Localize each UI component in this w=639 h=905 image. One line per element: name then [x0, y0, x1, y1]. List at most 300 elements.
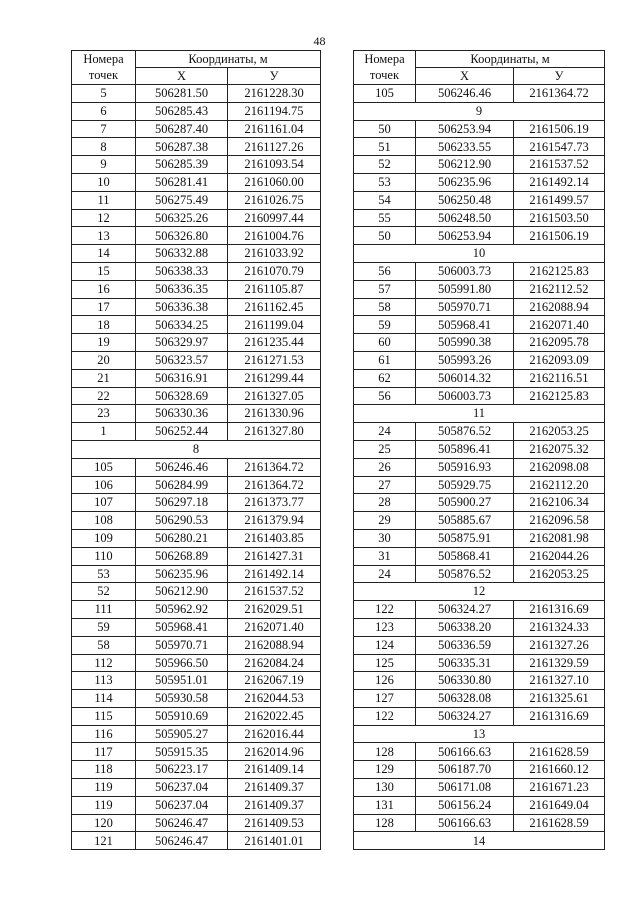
y-coordinate-cell: 2162071.40: [228, 618, 321, 636]
y-coordinate-cell: 2162016.44: [228, 725, 321, 743]
point-number-cell: 122: [354, 601, 416, 619]
table-row: [354, 796, 605, 814]
x-coordinate-cell: 506212.90: [416, 156, 514, 174]
table-row: [354, 369, 605, 387]
y-coordinate-cell: 2162093.09: [514, 351, 605, 369]
y-coordinate-cell: 2162088.94: [228, 636, 321, 654]
y-coordinate-cell: 2161364.72: [514, 85, 605, 103]
point-number-cell: 27: [354, 476, 416, 494]
table-row: [72, 672, 321, 690]
contour-number-row: [354, 405, 605, 423]
table-row: [354, 565, 605, 583]
x-coordinate-cell: 506328.69: [136, 387, 228, 405]
table-row: [72, 227, 321, 245]
point-number-cell: 12: [72, 209, 136, 227]
contour-number: 9: [354, 102, 605, 120]
x-coordinate-cell: 506003.73: [416, 387, 514, 405]
table-row: [72, 476, 321, 494]
x-coordinate-cell: 506338.20: [416, 618, 514, 636]
table-row: [72, 779, 321, 797]
table-row: [354, 120, 605, 138]
table-row: [72, 529, 321, 547]
point-number-cell: 123: [354, 618, 416, 636]
point-number-cell: 55: [354, 209, 416, 227]
y-coordinate-cell: 2162014.96: [228, 743, 321, 761]
point-number-cell: 109: [72, 529, 136, 547]
x-coordinate-cell: 506268.89: [136, 547, 228, 565]
point-number-cell: 56: [354, 387, 416, 405]
point-number-cell: 1: [72, 423, 136, 441]
point-number-cell: 112: [72, 654, 136, 672]
table-row: [354, 458, 605, 476]
y-coordinate-cell: 2162112.20: [514, 476, 605, 494]
y-coordinate-cell: 2161327.26: [514, 636, 605, 654]
point-number-cell: 10: [72, 173, 136, 191]
table-row: [72, 725, 321, 743]
table-row: [354, 227, 605, 245]
y-coordinate-cell: 2162053.25: [514, 423, 605, 441]
table-row: [72, 743, 321, 761]
x-coordinate-cell: 506330.36: [136, 405, 228, 423]
table-row: [354, 156, 605, 174]
point-number-cell: 13: [72, 227, 136, 245]
x-coordinate-cell: 506235.96: [416, 173, 514, 191]
x-coordinate-cell: 506338.33: [136, 262, 228, 280]
x-coordinate-cell: 506166.63: [416, 814, 514, 832]
point-number-cell: 129: [354, 761, 416, 779]
y-coordinate-cell: 2161105.87: [228, 280, 321, 298]
table-row: [72, 120, 321, 138]
x-coordinate-cell: 506246.47: [136, 832, 228, 850]
x-coordinate-cell: 506324.27: [416, 601, 514, 619]
x-coordinate-cell: 506285.43: [136, 102, 228, 120]
x-coordinate-cell: 506330.80: [416, 672, 514, 690]
point-number-cell: 58: [354, 298, 416, 316]
y-coordinate-cell: 2161492.14: [228, 565, 321, 583]
y-coordinate-cell: 2161547.73: [514, 138, 605, 156]
x-coordinate-cell: 506335.31: [416, 654, 514, 672]
y-coordinate-cell: 2161379.94: [228, 512, 321, 530]
y-coordinate-cell: 2161327.05: [228, 387, 321, 405]
table-row: [354, 636, 605, 654]
x-coordinate-cell: 505875.91: [416, 529, 514, 547]
point-number-cell: 59: [72, 618, 136, 636]
y-coordinate-cell: 2161537.52: [228, 583, 321, 601]
y-coordinate-cell: 2161070.79: [228, 262, 321, 280]
table-row: [72, 262, 321, 280]
x-coordinate-cell: 506281.50: [136, 85, 228, 103]
y-coordinate-cell: 2161506.19: [514, 120, 605, 138]
contour-number: 8: [72, 440, 321, 458]
y-coordinate-cell: 2161033.92: [228, 245, 321, 263]
point-number-cell: 119: [72, 779, 136, 797]
table-row: [354, 191, 605, 209]
x-coordinate-cell: 506326.80: [136, 227, 228, 245]
y-coordinate-cell: 2162067.19: [228, 672, 321, 690]
x-coordinate-cell: 506284.99: [136, 476, 228, 494]
y-coordinate-cell: 2161329.59: [514, 654, 605, 672]
point-number-cell: 130: [354, 779, 416, 797]
point-number-cell: 20: [72, 351, 136, 369]
y-coordinate-cell: 2161228.30: [228, 85, 321, 103]
point-number-cell: 5: [72, 85, 136, 103]
x-coordinate-cell: 505916.93: [416, 458, 514, 476]
x-coordinate-cell: 506280.21: [136, 529, 228, 547]
y-coordinate-cell: 2161330.96: [228, 405, 321, 423]
x-coordinate-cell: 506297.18: [136, 494, 228, 512]
point-number-cell: 61: [354, 351, 416, 369]
y-coordinate-cell: 2161316.69: [514, 601, 605, 619]
table-row: [72, 690, 321, 708]
point-number-cell: 62: [354, 369, 416, 387]
table-row: [354, 262, 605, 280]
table-row: [354, 280, 605, 298]
table-row: [354, 316, 605, 334]
x-coordinate-cell: 506235.96: [136, 565, 228, 583]
x-coordinate-cell: 505990.38: [416, 334, 514, 352]
point-number-cell: 128: [354, 814, 416, 832]
point-number-cell: 56: [354, 262, 416, 280]
y-coordinate-cell: 2161162.45: [228, 298, 321, 316]
point-number-cell: 14: [72, 245, 136, 263]
x-coordinate-cell: 506223.17: [136, 761, 228, 779]
x-coordinate-cell: 506187.70: [416, 761, 514, 779]
table-row: [72, 351, 321, 369]
table-row: [354, 618, 605, 636]
point-number-cell: 50: [354, 227, 416, 245]
point-number-cell: 128: [354, 743, 416, 761]
x-coordinate-cell: 505966.50: [136, 654, 228, 672]
x-coordinate-cell: 506248.50: [416, 209, 514, 227]
table-row: [72, 618, 321, 636]
x-coordinate-cell: 505951.01: [136, 672, 228, 690]
contour-number: 12: [354, 583, 605, 601]
x-coordinate-cell: 506246.46: [136, 458, 228, 476]
x-coordinate-cell: 506334.25: [136, 316, 228, 334]
x-coordinate-cell: 506287.38: [136, 138, 228, 156]
x-coordinate-cell: 506275.49: [136, 191, 228, 209]
point-number-cell: 52: [354, 156, 416, 174]
x-coordinate-cell: 505910.69: [136, 707, 228, 725]
point-number-cell: 26: [354, 458, 416, 476]
point-number-cell: 120: [72, 814, 136, 832]
x-coordinate-cell: 506253.94: [416, 227, 514, 245]
y-coordinate-cell: 2161649.04: [514, 796, 605, 814]
table-row: [354, 547, 605, 565]
y-coordinate-cell: 2161409.37: [228, 796, 321, 814]
col-header-x: X: [136, 68, 228, 85]
coordinates-table-right: [353, 50, 605, 850]
x-coordinate-cell: 506166.63: [416, 743, 514, 761]
contour-number-row: [354, 725, 605, 743]
point-number-cell: 53: [354, 173, 416, 191]
y-coordinate-cell: 2162125.83: [514, 262, 605, 280]
x-coordinate-cell: 506252.44: [136, 423, 228, 441]
point-number-cell: 8: [72, 138, 136, 156]
point-number-cell: 17: [72, 298, 136, 316]
x-coordinate-cell: 506329.97: [136, 334, 228, 352]
table-row: [354, 334, 605, 352]
table-row: [72, 601, 321, 619]
contour-number-row: [354, 583, 605, 601]
x-coordinate-cell: 506328.08: [416, 690, 514, 708]
y-coordinate-cell: 2161026.75: [228, 191, 321, 209]
table-row: [354, 209, 605, 227]
x-coordinate-cell: 506336.35: [136, 280, 228, 298]
point-number-cell: 114: [72, 690, 136, 708]
point-number-cell: 21: [72, 369, 136, 387]
y-coordinate-cell: 2161271.53: [228, 351, 321, 369]
point-number-cell: 15: [72, 262, 136, 280]
table-row: [354, 654, 605, 672]
y-coordinate-cell: 2162106.34: [514, 494, 605, 512]
y-coordinate-cell: 2161499.57: [514, 191, 605, 209]
point-number-cell: 52: [72, 583, 136, 601]
table-row: [72, 316, 321, 334]
point-number-cell: 127: [354, 690, 416, 708]
point-number-cell: 50: [354, 120, 416, 138]
point-number-cell: 7: [72, 120, 136, 138]
point-number-cell: 105: [354, 85, 416, 103]
y-coordinate-cell: 2162071.40: [514, 316, 605, 334]
table-row: [72, 280, 321, 298]
col-header-point-number: Номера точек: [354, 51, 416, 85]
table-row: [354, 494, 605, 512]
y-coordinate-cell: 2162029.51: [228, 601, 321, 619]
col-header-x: X: [416, 68, 514, 85]
table-row: [72, 298, 321, 316]
y-coordinate-cell: 2162125.83: [514, 387, 605, 405]
table-row: [72, 173, 321, 191]
y-coordinate-cell: 2161325.61: [514, 690, 605, 708]
x-coordinate-cell: 505900.27: [416, 494, 514, 512]
table-row: [354, 351, 605, 369]
table-row: [72, 814, 321, 832]
x-coordinate-cell: 505970.71: [416, 298, 514, 316]
x-coordinate-cell: 505876.52: [416, 423, 514, 441]
table-row: [354, 476, 605, 494]
y-coordinate-cell: 2161537.52: [514, 156, 605, 174]
table-row: [354, 85, 605, 103]
point-number-cell: 58: [72, 636, 136, 654]
table-row: [354, 423, 605, 441]
point-number-cell: 126: [354, 672, 416, 690]
table-row: [72, 138, 321, 156]
y-coordinate-cell: 2161327.80: [228, 423, 321, 441]
x-coordinate-cell: 506233.55: [416, 138, 514, 156]
table-row: [354, 814, 605, 832]
point-number-cell: 51: [354, 138, 416, 156]
y-coordinate-cell: 2162095.78: [514, 334, 605, 352]
table-row: [72, 156, 321, 174]
y-coordinate-cell: 2161660.12: [514, 761, 605, 779]
point-number-cell: 24: [354, 565, 416, 583]
y-coordinate-cell: 2161401.01: [228, 832, 321, 850]
table-row: [72, 334, 321, 352]
y-coordinate-cell: 2162075.32: [514, 440, 605, 458]
table-row: [354, 138, 605, 156]
y-coordinate-cell: 2161299.44: [228, 369, 321, 387]
x-coordinate-cell: 506156.24: [416, 796, 514, 814]
point-number-cell: 16: [72, 280, 136, 298]
x-coordinate-cell: 506336.59: [416, 636, 514, 654]
x-coordinate-cell: 506237.04: [136, 779, 228, 797]
table-row: [72, 458, 321, 476]
table-row: [354, 761, 605, 779]
point-number-cell: 9: [72, 156, 136, 174]
col-header-coordinates: Координаты, м: [416, 51, 605, 68]
point-number-cell: 19: [72, 334, 136, 352]
point-number-cell: 25: [354, 440, 416, 458]
point-number-cell: 60: [354, 334, 416, 352]
x-coordinate-cell: 506212.90: [136, 583, 228, 601]
table-row: [72, 796, 321, 814]
y-coordinate-cell: 2162096.58: [514, 512, 605, 530]
x-coordinate-cell: 505962.92: [136, 601, 228, 619]
y-coordinate-cell: 2161403.85: [228, 529, 321, 547]
x-coordinate-cell: 505929.75: [416, 476, 514, 494]
y-coordinate-cell: 2161235.44: [228, 334, 321, 352]
x-coordinate-cell: 506171.08: [416, 779, 514, 797]
point-number-cell: 54: [354, 191, 416, 209]
x-coordinate-cell: 506336.38: [136, 298, 228, 316]
y-coordinate-cell: 2161409.37: [228, 779, 321, 797]
point-number-cell: 122: [354, 707, 416, 725]
x-coordinate-cell: 506290.53: [136, 512, 228, 530]
coordinates-table-left: [71, 50, 321, 850]
y-coordinate-cell: 2161671.23: [514, 779, 605, 797]
point-number-cell: 107: [72, 494, 136, 512]
table-row: [72, 405, 321, 423]
table-row: [72, 423, 321, 441]
table-row: [354, 707, 605, 725]
y-coordinate-cell: 2162081.98: [514, 529, 605, 547]
col-header-coordinates: Координаты, м: [136, 51, 321, 68]
point-number-cell: 131: [354, 796, 416, 814]
table-row: [354, 779, 605, 797]
table-row: [354, 690, 605, 708]
table-row: [72, 102, 321, 120]
table-row: [354, 743, 605, 761]
table-row: [72, 209, 321, 227]
x-coordinate-cell: 505885.67: [416, 512, 514, 530]
y-coordinate-cell: 2161060.00: [228, 173, 321, 191]
table-row: [72, 245, 321, 263]
x-coordinate-cell: 506253.94: [416, 120, 514, 138]
x-coordinate-cell: 505930.58: [136, 690, 228, 708]
contour-number-row: [354, 832, 605, 850]
y-coordinate-cell: 2161324.33: [514, 618, 605, 636]
page-number: 48: [313, 34, 326, 48]
point-number-cell: 116: [72, 725, 136, 743]
x-coordinate-cell: 505968.41: [136, 618, 228, 636]
x-coordinate-cell: 505915.35: [136, 743, 228, 761]
contour-number-row: [354, 245, 605, 263]
y-coordinate-cell: 2161506.19: [514, 227, 605, 245]
x-coordinate-cell: 506281.41: [136, 173, 228, 191]
table-row: [72, 761, 321, 779]
y-coordinate-cell: 2162088.94: [514, 298, 605, 316]
col-header-y: У: [514, 68, 605, 85]
x-coordinate-cell: 505905.27: [136, 725, 228, 743]
point-number-cell: 115: [72, 707, 136, 725]
contour-number-row: [72, 440, 321, 458]
y-coordinate-cell: 2162044.53: [228, 690, 321, 708]
point-number-cell: 57: [354, 280, 416, 298]
point-number-cell: 105: [72, 458, 136, 476]
y-coordinate-cell: 2162044.26: [514, 547, 605, 565]
x-coordinate-cell: 506246.47: [136, 814, 228, 832]
point-number-cell: 23: [72, 405, 136, 423]
contour-number-row: [354, 102, 605, 120]
y-coordinate-cell: 2161364.72: [228, 458, 321, 476]
x-coordinate-cell: 505970.71: [136, 636, 228, 654]
x-coordinate-cell: 506316.91: [136, 369, 228, 387]
x-coordinate-cell: 505993.26: [416, 351, 514, 369]
col-header-point-number: Номера точек: [72, 51, 136, 85]
table-row: [72, 547, 321, 565]
point-number-cell: 117: [72, 743, 136, 761]
point-number-cell: 29: [354, 512, 416, 530]
y-coordinate-cell: 2162053.25: [514, 565, 605, 583]
x-coordinate-cell: 506332.88: [136, 245, 228, 263]
x-coordinate-cell: 506250.48: [416, 191, 514, 209]
contour-number: 11: [354, 405, 605, 423]
y-coordinate-cell: 2161373.77: [228, 494, 321, 512]
x-coordinate-cell: 506323.57: [136, 351, 228, 369]
point-number-cell: 110: [72, 547, 136, 565]
x-coordinate-cell: 505896.41: [416, 440, 514, 458]
point-number-cell: 121: [72, 832, 136, 850]
y-coordinate-cell: 2161492.14: [514, 173, 605, 191]
point-number-cell: 53: [72, 565, 136, 583]
point-number-cell: 24: [354, 423, 416, 441]
table-row: [354, 601, 605, 619]
point-number-cell: 108: [72, 512, 136, 530]
point-number-cell: 18: [72, 316, 136, 334]
x-coordinate-cell: 506014.32: [416, 369, 514, 387]
point-number-cell: 6: [72, 102, 136, 120]
table-row: [72, 369, 321, 387]
col-header-y: У: [228, 68, 321, 85]
y-coordinate-cell: 2161427.31: [228, 547, 321, 565]
point-number-cell: 28: [354, 494, 416, 512]
x-coordinate-cell: 505991.80: [416, 280, 514, 298]
y-coordinate-cell: 2161093.54: [228, 156, 321, 174]
point-number-cell: 124: [354, 636, 416, 654]
table-row: [354, 440, 605, 458]
y-coordinate-cell: 2162084.24: [228, 654, 321, 672]
table-row: [72, 654, 321, 672]
table-row: [354, 173, 605, 191]
table-row: [72, 832, 321, 850]
table-row: [354, 512, 605, 530]
y-coordinate-cell: 2162098.08: [514, 458, 605, 476]
point-number-cell: 113: [72, 672, 136, 690]
y-coordinate-cell: 2161628.59: [514, 743, 605, 761]
x-coordinate-cell: 506285.39: [136, 156, 228, 174]
x-coordinate-cell: 506246.46: [416, 85, 514, 103]
point-number-cell: 31: [354, 547, 416, 565]
table-row: [72, 583, 321, 601]
point-number-cell: 119: [72, 796, 136, 814]
y-coordinate-cell: 2161199.04: [228, 316, 321, 334]
y-coordinate-cell: 2161409.53: [228, 814, 321, 832]
y-coordinate-cell: 2160997.44: [228, 209, 321, 227]
y-coordinate-cell: 2162112.52: [514, 280, 605, 298]
y-coordinate-cell: 2162022.45: [228, 707, 321, 725]
y-coordinate-cell: 2161004.76: [228, 227, 321, 245]
